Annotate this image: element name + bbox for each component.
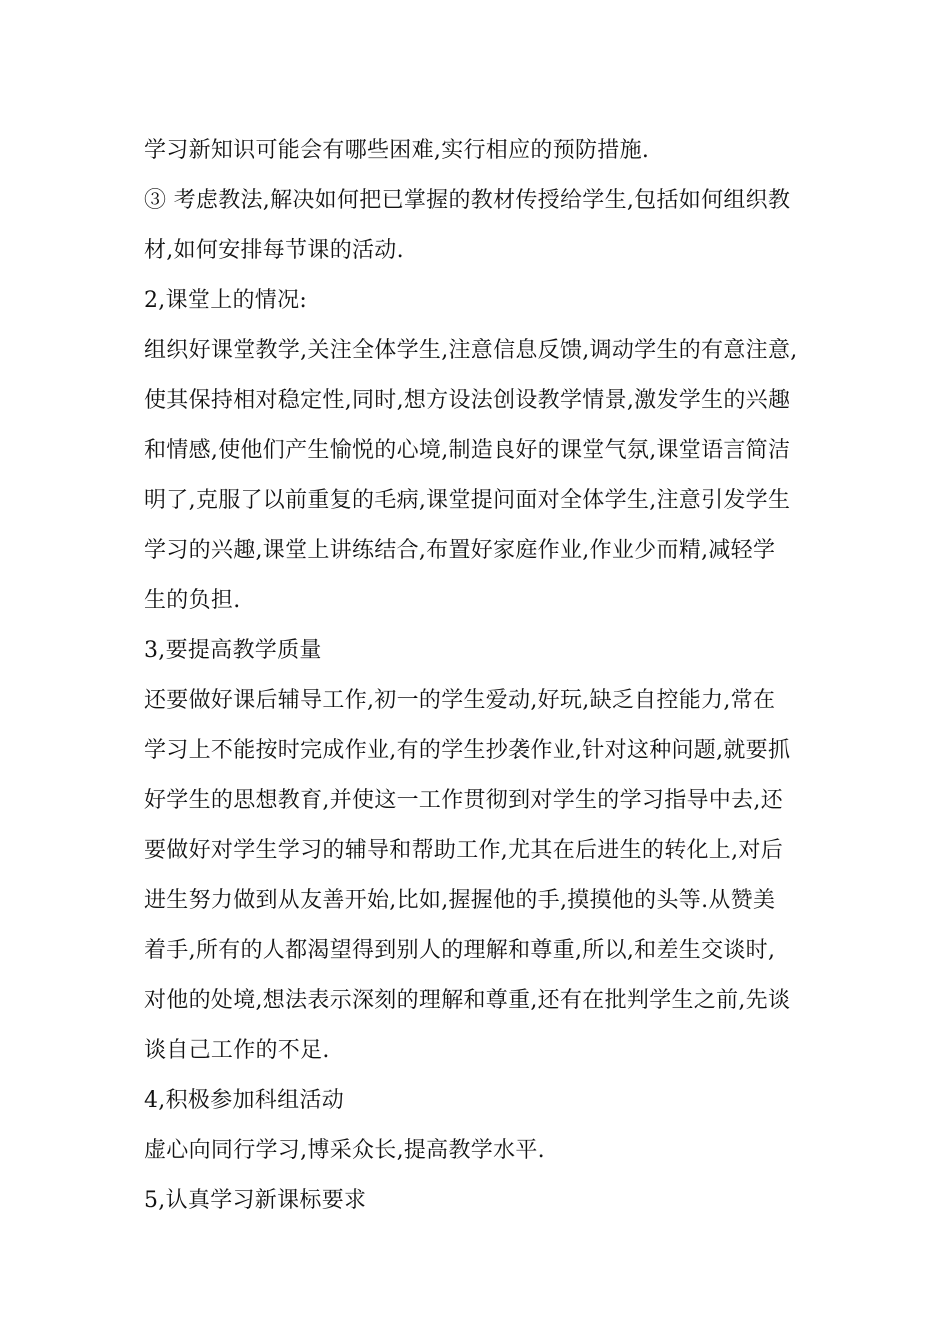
text-line: 组织好课堂教学,关注全体学生,注意信息反馈,调动学生的有意注意,	[144, 338, 798, 363]
text-line: 使其保持相对稳定性,同时,想方设法创设教学情景,激发学生的兴趣	[144, 388, 791, 413]
text-line: 谈自己工作的不足.	[144, 1038, 330, 1063]
text-line: 生的负担.	[144, 588, 241, 613]
text-line: 要做好对学生学习的辅导和帮助工作,尤其在后进生的转化上,对后	[144, 838, 783, 863]
text-line: 明了,克服了以前重复的毛病,课堂提问面对全体学生,注意引发学生	[144, 488, 791, 513]
text-line: 虚心向同行学习,博采众长,提高教学水平.	[144, 1138, 545, 1163]
section-heading: 2,课堂上的情况:	[144, 288, 308, 313]
text-line: 着手,所有的人都渴望得到别人的理解和尊重,所以,和差生交谈时,	[144, 938, 776, 963]
text-line: 学习上不能按时完成作业,有的学生抄袭作业,针对这种问题,就要抓	[144, 738, 791, 763]
section-heading: 4,积极参加科组活动	[144, 1088, 344, 1113]
section-heading: 5,认真学习新课标要求	[144, 1188, 367, 1213]
text-line: 还要做好课后辅导工作,初一的学生爱动,好玩,缺乏自控能力,常在	[144, 688, 776, 713]
text-line: 好学生的思想教育,并使这一工作贯彻到对学生的学习指导中去,还	[144, 788, 783, 813]
text-line: ③ 考虑教法,解决如何把已掌握的教材传授给学生,包括如何组织教	[144, 188, 791, 213]
text-line: 材,如何安排每节课的活动.	[144, 238, 404, 263]
text-line: 和情感,使他们产生愉悦的心境,制造良好的课堂气氛,课堂语言简洁	[144, 438, 791, 463]
section-heading: 3,要提高教学质量	[144, 638, 322, 663]
text-line: 进生努力做到从友善开始,比如,握握他的手,摸摸他的头等.从赞美	[144, 888, 776, 913]
text-line: 对他的处境,想法表示深刻的理解和尊重,还有在批判学生之前,先谈	[144, 988, 791, 1013]
text-line: 学习新知识可能会有哪些困难,实行相应的预防措施.	[144, 138, 650, 163]
text-line: 学习的兴趣,课堂上讲练结合,布置好家庭作业,作业少而精,减轻学	[144, 538, 776, 563]
